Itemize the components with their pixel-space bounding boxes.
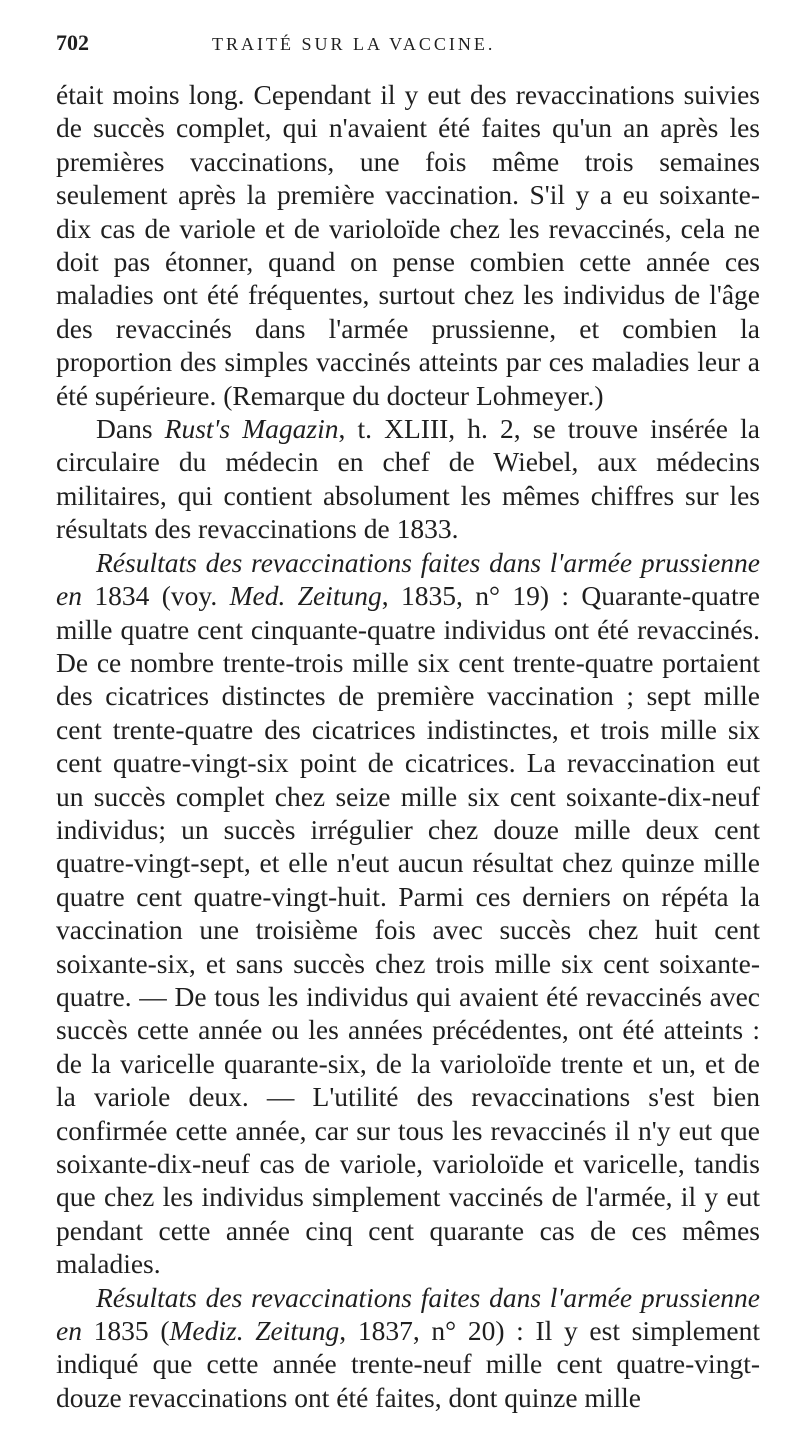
paragraph-3: [56, 546, 760, 1281]
journal-title: Rust's Magazin: [164, 413, 339, 445]
page-number: 702: [56, 30, 89, 55]
journal-title: Med. Zeitung: [229, 580, 382, 612]
paragraph-4: [56, 1281, 760, 1415]
paragraph-text: , t. XLIII, h. 2, se trouve insérée la circulaire du médecin en chef de Wiebel, aux médecins militaires, qui contient absolument les mêmes chiffres sur les résultats des revaccinations de 1833.: [56, 413, 760, 545]
paragraph-1: [56, 78, 760, 412]
paragraph-text: , 1837, n° 20) : Il y est simplement indiqué que cette année trente-neuf mille cent quatre-vingt-douze revaccinations ont été faites, dont quinze mille: [56, 1315, 760, 1413]
body-text: [56, 78, 760, 1414]
paragraph-2: [56, 412, 760, 546]
running-title: TRAITÉ SUR LA VACCINE.: [212, 34, 496, 54]
page-header: [56, 30, 760, 70]
paragraph-text: , 1835, n° 19) : Quarante-quatre mille quatre cent cinquante-quatre individus ont été revaccinés. De ce nombre trente-trois mille six cent trente-quatre portaient des cicatrices distinctes de première vaccination ; sept mille cent trente-quatre des cicatrices indistinctes, et trois mille six cent quatre-vingt-six point de cicatrices. La revaccination eut un succès complet chez seize mille six cent soixante-dix-neuf individus; un succès irrégulier chez douze mille deux cent quatre-vingt-sept, et elle n'eut aucun résultat chez quinze mille quatre cent quatre-vingt-huit. Parmi ces derniers on répéta la vaccination une troisième fois avec succès chez huit cent soixante-six, et sans succès chez trois mille six cent soixante-quatre. — De tous les individus qui avaient été revaccinés avec succès cette année ou les années précédentes, ont été atteints : de la varicelle quarante-six, de la varioloïde trente et un, et de la variole deux. — L'utilité des revaccinations s'est bien confirmée cette année, car sur tous les revaccinés il n'y eut que soixante-dix-neuf cas de variole, varioloïde et varicelle, tandis que chez les individus simplement vaccinés de l'armée, il y eut pendant cette année cinq cent quarante cas de ces mêmes maladies.: [56, 580, 760, 1280]
paragraph-lead: 1835 (: [81, 1315, 170, 1347]
journal-title: Mediz. Zeitung: [169, 1315, 340, 1347]
paragraph-text: était moins long. Cependant il y eut des revaccinations suivies de succès complet, qui n'avaient été faites qu'un an après les premières vaccinations, une fois même trois semaines seulement après la première vaccination. S'il y a eu soixante-dix cas de variole et de varioloïde chez les revaccinés, cela ne doit pas étonner, quand on pense combien cette année ces maladies ont été fréquentes, surtout chez les individus de l'âge des revaccinés dans l'armée prussienne, et combien la proportion des simples vaccinés atteints par ces maladies leur a été supérieure. (Remarque du docteur Lohmeyer.): [56, 79, 760, 411]
paragraph-lead: 1834 (voy.: [81, 580, 230, 612]
section-heading: Résultats des revaccinations faites dans l'armée prussienne en: [56, 1281, 760, 1347]
paragraph-lead: Dans: [96, 413, 165, 445]
section-heading: Résultats des revaccinations faites dans l'armée prussienne en: [56, 546, 760, 612]
